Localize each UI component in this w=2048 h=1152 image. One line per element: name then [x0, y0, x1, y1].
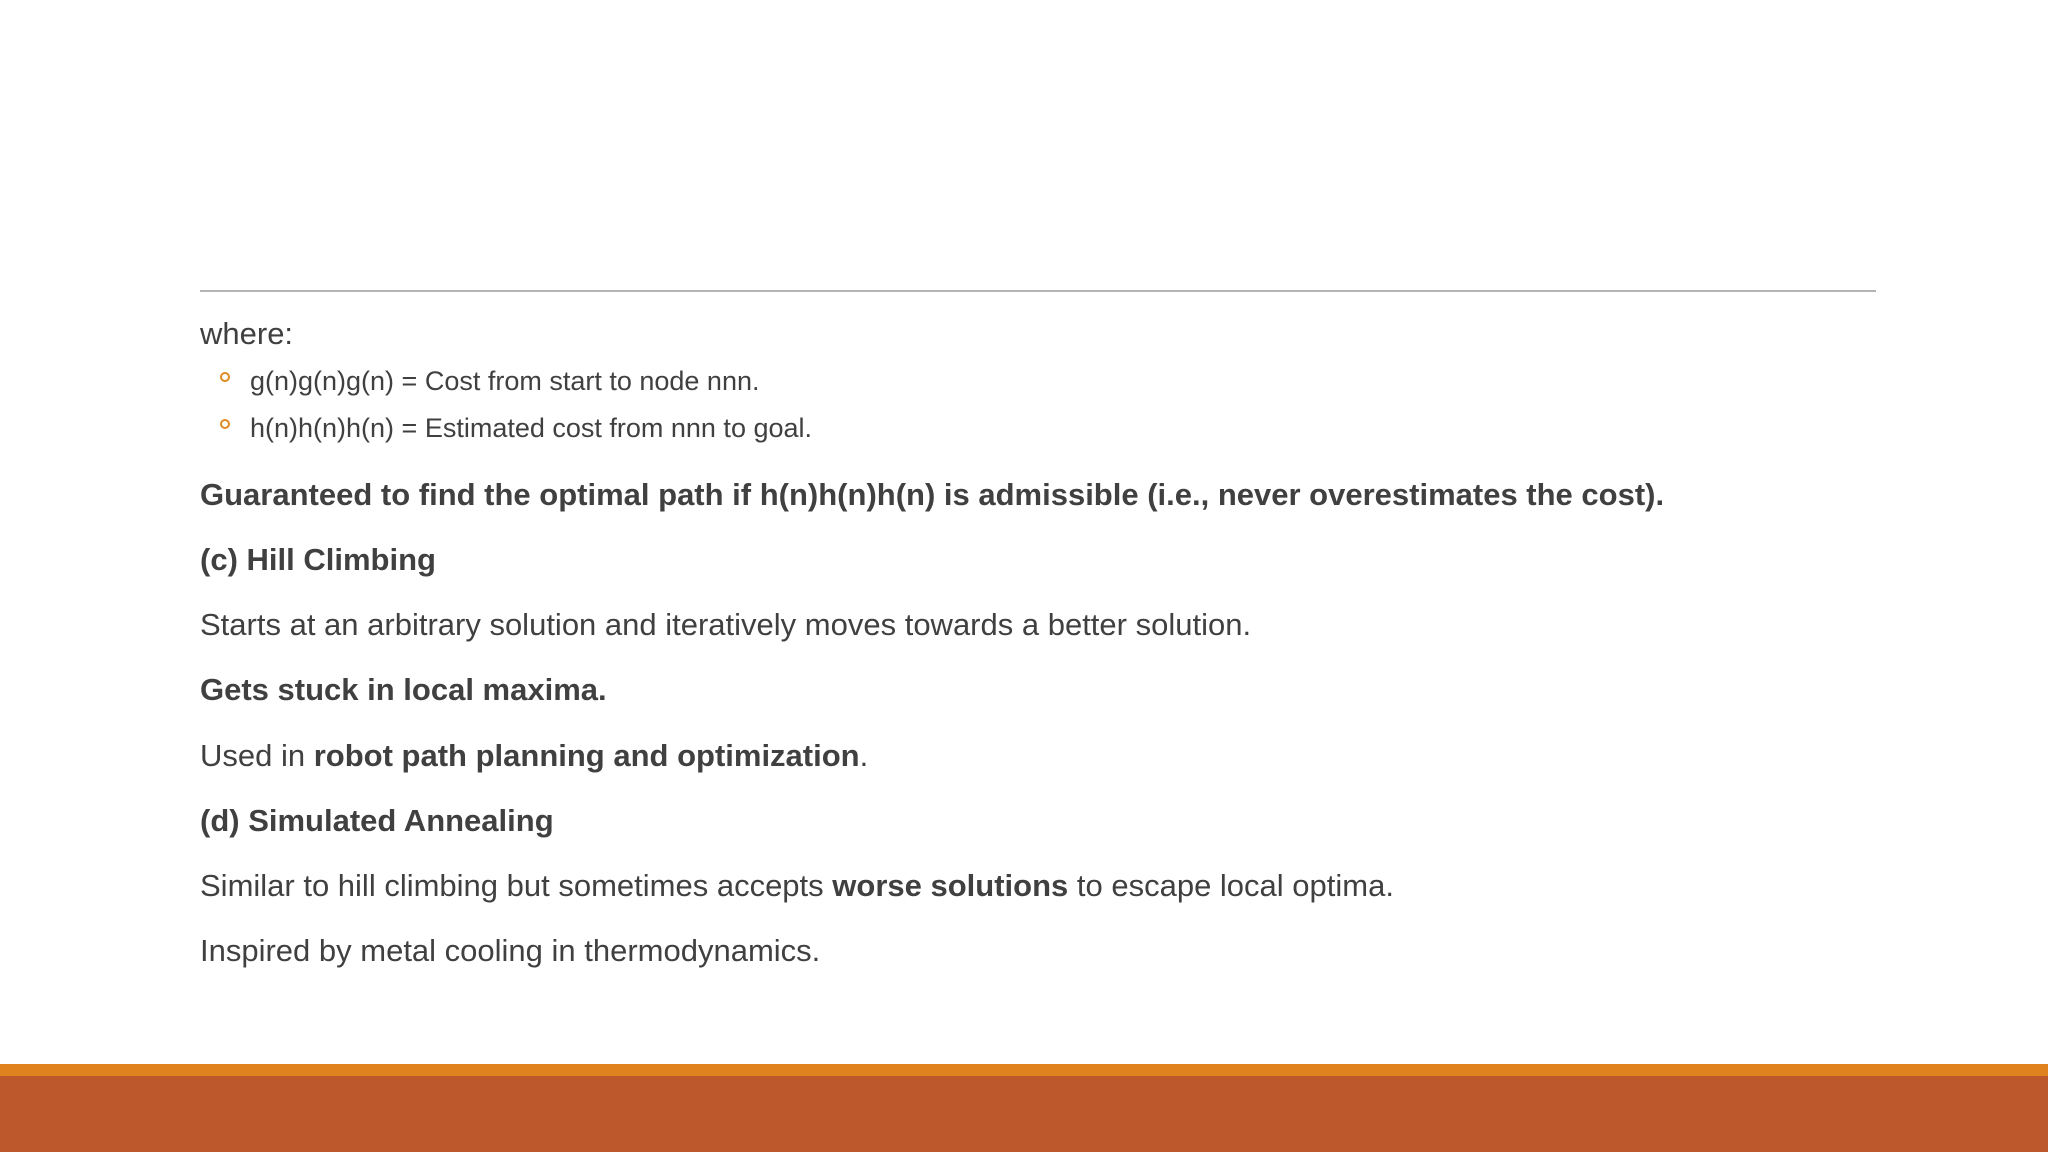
- sa-desc-prefix: Similar to hill climbing but sometimes accepts: [200, 868, 833, 903]
- title-divider: [200, 290, 1876, 292]
- admissibility-note: Guaranteed to find the optimal path if h(n)h(n)h(n) is admissible (i.e., never overestimates the cost).: [200, 477, 1665, 512]
- list-item: [220, 415, 812, 442]
- circle-bullet-icon: [220, 372, 230, 382]
- hill-climbing-heading: (c) Hill Climbing: [200, 542, 436, 577]
- simulated-annealing-inspiration: Inspired by metal cooling in thermodynamics.: [200, 933, 821, 968]
- hill-climbing-description: Starts at an arbitrary solution and iteratively moves towards a better solution.: [200, 607, 1252, 642]
- hill-climbing-limitation: Gets stuck in local maxima.: [200, 672, 607, 707]
- usage-prefix: Used in: [200, 738, 314, 773]
- footer-band: [0, 1076, 2048, 1152]
- list-item-text: g(n)g(n)g(n) = Cost from start to node nnn.: [250, 366, 760, 396]
- hill-climbing-usage: [200, 740, 868, 771]
- simulated-annealing-heading: (d) Simulated Annealing: [200, 803, 554, 838]
- sa-desc-emphasis: worse solutions: [832, 868, 1069, 903]
- simulated-annealing-description: [200, 870, 1394, 901]
- where-label: where:: [200, 316, 294, 351]
- sa-desc-suffix: to escape local optima.: [1068, 868, 1394, 903]
- footer-accent-stripe: [0, 1064, 2048, 1076]
- usage-emphasis: robot path planning and optimization: [313, 738, 860, 773]
- list-item: [220, 368, 759, 395]
- usage-suffix: .: [859, 738, 869, 773]
- list-item-text: h(n)h(n)h(n) = Estimated cost from nnn to goal.: [250, 413, 813, 443]
- circle-bullet-icon: [220, 419, 230, 429]
